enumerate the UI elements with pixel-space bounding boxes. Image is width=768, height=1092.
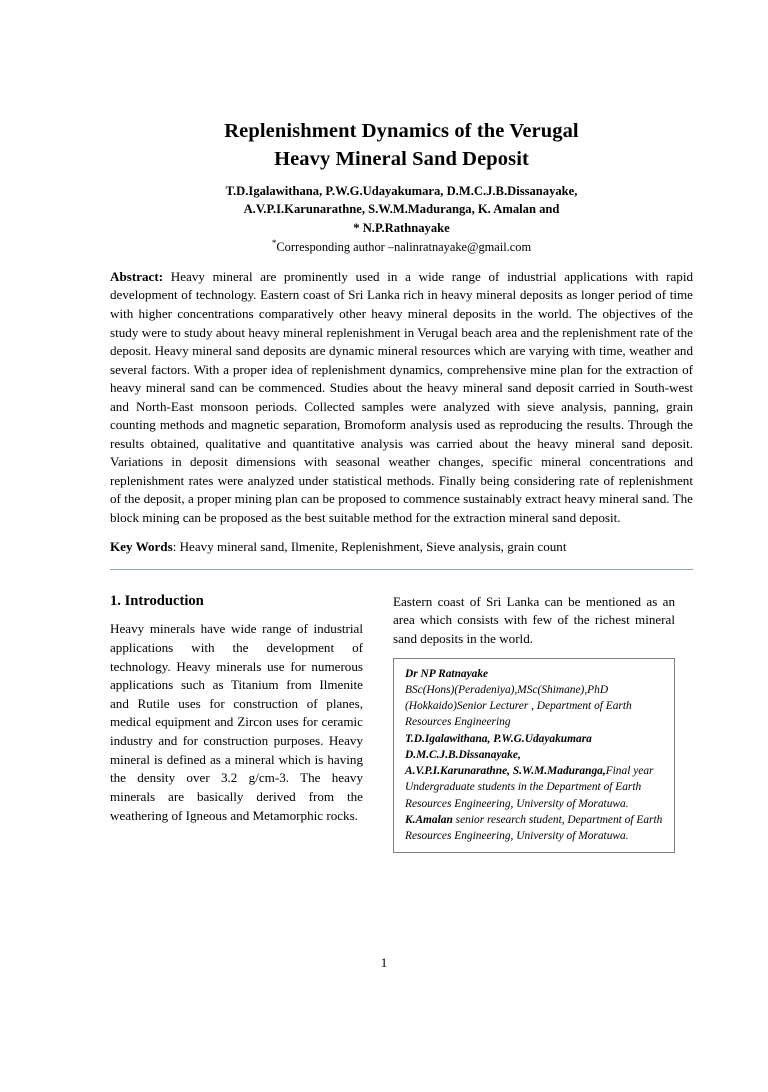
- keywords-label: Key Words: [110, 539, 173, 555]
- bio-credentials: BSc(Hons)(Peradeniya),MSc(Shimane),PhD (Hokkaido)Senior Lecturer , Department of Earth Resources Engineering: [405, 683, 632, 729]
- section-heading-introduction: 1. Introduction: [110, 592, 204, 609]
- keywords-text: : Heavy mineral sand, Ilmenite, Replenishment, Sieve analysis, grain count: [172, 539, 567, 555]
- author-line-2: A.V.P.I.Karunarathne, S.W.M.Maduranga, K. Amalan and: [243, 202, 560, 217]
- corresponding-author-line: [110, 239, 693, 255]
- keywords-block: [110, 538, 693, 557]
- author-bio-box: [393, 658, 675, 854]
- abstract-block: [110, 268, 693, 527]
- column-right: [393, 593, 675, 854]
- bio-students-affiliation: Final year Undergraduate students in the Department of Earth Resources Engineering, University of Moratuwa.: [405, 765, 654, 810]
- page-content: [110, 0, 693, 853]
- abstract-label: Abstract:: [110, 268, 164, 284]
- title-line-2: Heavy Mineral Sand Deposit: [274, 148, 529, 171]
- bio-amalan-name: K.Amalan: [405, 813, 453, 826]
- author-line-3: * N.P.Rathnayake: [353, 220, 450, 235]
- abstract-text: Heavy mineral are prominently used in a wide range of industrial applications with rapid development of technology. Eastern coast of Sri Lanka rich in heavy mineral deposits as longer period of time with higher concentrations comparatively other heavy mineral deposits in the world. The objectives of the study were to study about heavy mineral replenishment in Verugal beach area and the replenishment rate of the deposit. Heavy mineral sand deposits are dynamic mineral resources which are varying with time, weather and several factors. With a proper idea of replenishment dynamics, comprehensive mine plan for the extraction of heavy mineral sand can be commenced. Studies about the heavy mineral sand deposit carried in South-west and North-East monsoon periods. Collected samples were analyzed with sieve analysis, panning, grain counting methods and magnetic separation, Bromoform analysis used as reproducing the results. Through the results obtained, qualitative and quantitative analysis was carried about the heavy mineral sand deposit. Variations in deposit dimensions with seasonal weather changes, specific mineral concentrations and replenishment rates were analyzed under statistical methods. Finally being considering rate of replenishment of the deposit, a proper mining plan can be proposed to commence sustainably extract heavy mineral sand. The block mining can be proposed as the best suitable method for the extraction mineral sand deposit.: [110, 268, 693, 525]
- bio-paragraph: [405, 666, 665, 731]
- author-list: [110, 182, 693, 237]
- corresponding-author-text: Corresponding author –nalinratnayake@gmail.com: [276, 239, 532, 254]
- bio-author-name: Dr NP Ratnayake: [405, 667, 489, 680]
- bio-student-names-2: A.V.P.I.Karunarathne, S.W.M.Maduranga,: [405, 765, 606, 778]
- corresponding-author-marker: *: [271, 237, 277, 248]
- introduction-paragraph-left: Heavy minerals have wide range of industrial applications with the development of technology. Heavy minerals use for numerous applications such as Titanium from Ilmenite and Rutile uses for construction of planes, medical equipment and Zircon uses for ceramic industry and for construction purposes. Heavy mineral is defined as a mineral which is having the density over 3.2 g/cm-3. The heavy minerals are basically derived from the weathering of Igneous and Metamorphic rocks.: [110, 621, 363, 823]
- author-line-1: T.D.Igalawithana, P.W.G.Udayakumara, D.M.C.J.B.Dissanayake,: [225, 184, 578, 199]
- column-left: [110, 593, 363, 854]
- bio-amalan-affiliation: senior research student, Department of Earth Resources Engineering, University of Moratuwa.: [405, 813, 663, 843]
- bio-student-names-1: T.D.Igalawithana, P.W.G.Udayakumara D.M.C.J.B.Dissanayake,: [405, 732, 592, 761]
- page-title: [110, 0, 693, 173]
- bio-students-paragraph-2: [405, 763, 665, 844]
- introduction-paragraph-right: Eastern coast of Sri Lanka can be mentioned as an area which consists with few of the richest mineral sand deposits in the world.: [393, 593, 675, 647]
- bio-students-paragraph: [405, 731, 665, 764]
- title-line-1: Replenishment Dynamics of the Verugal: [224, 120, 579, 142]
- page-number: 1: [380, 955, 388, 970]
- section-divider: [110, 569, 693, 570]
- two-column-body: [110, 593, 693, 854]
